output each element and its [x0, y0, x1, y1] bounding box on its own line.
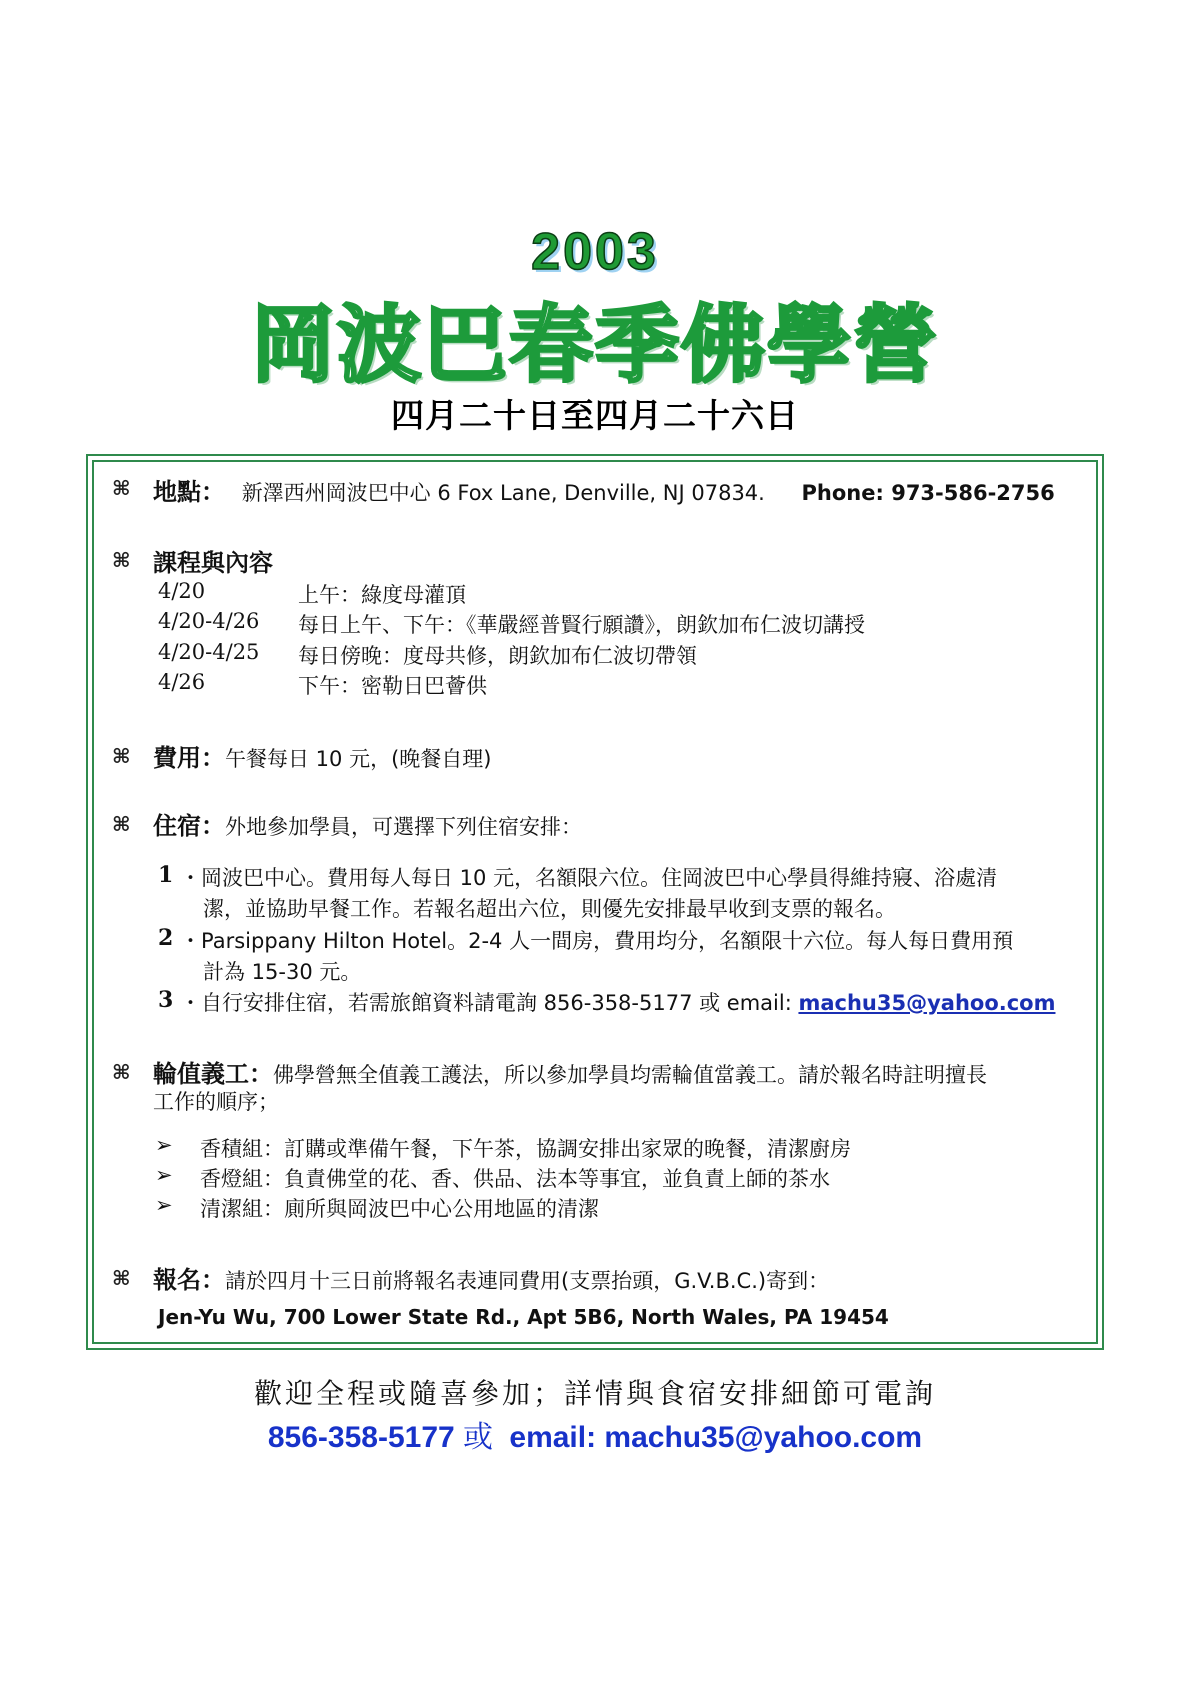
email-link[interactable]: machu35@yahoo.com [798, 991, 1056, 1015]
arrow-icon: ➢ [155, 1133, 173, 1157]
fee-section [153, 738, 491, 773]
bullet-icon: ⌘ [112, 1266, 131, 1290]
registration-label: 報名： [153, 1265, 225, 1294]
footer-welcome: 歡迎全程或隨喜參加；詳情與食宿安排細節可電詢 [253, 1377, 936, 1410]
course-desc: 上午：綠度母灌頂 [298, 583, 466, 607]
lodging-option-number: 1 [158, 862, 174, 888]
volunteer-text: 佛學營無全值義工護法，所以參加學員均需輪值當義工。請於報名時註明擅長 [273, 1063, 987, 1087]
bullet-icon: ⌘ [112, 1060, 131, 1084]
registration-address: Jen-Yu Wu, 700 Lower State Rd., Apt 5B6, North Wales, PA 19454 [158, 1305, 889, 1329]
bullet-icon: ⌘ [112, 744, 131, 768]
registration-section [153, 1260, 829, 1295]
volunteer-section [153, 1054, 987, 1089]
lodging-option-number: 2 [158, 925, 174, 951]
location-address: 新澤西州岡波巴中心 6 Fox Lane, Denville, NJ 07834. [241, 481, 765, 505]
fee-text: 午餐每日 10 元，(晚餐自理) [225, 747, 492, 771]
lodging-option-text: ・岡波巴中心。費用每人每日 10 元，名額限六位。住岡波巴中心學員得維持寢、浴處清 [180, 866, 998, 890]
bullet-icon: ⌘ [112, 812, 131, 836]
course-date: 4/20-4/26 [158, 609, 260, 633]
footer-or: 或 [463, 1420, 494, 1455]
lodging-option-text: ・自行安排住宿，若需旅館資料請電詢 856-358-5177 或 email: [180, 991, 799, 1015]
footer-email[interactable]: email: machu35@yahoo.com [509, 1421, 923, 1454]
lodging-option-text: 計為 15-30 元。 [203, 960, 362, 984]
course-date: 4/26 [158, 670, 206, 694]
location-section [153, 472, 1055, 507]
lodging-text: 外地參加學員，可選擇下列住宿安排： [225, 815, 582, 839]
volunteer-group: 清潔組：廁所與岡波巴中心公用地區的清潔 [200, 1197, 599, 1221]
volunteer-group: 香積組：訂購或準備午餐，下午茶，協調安排出家眾的晚餐，清潔廚房 [200, 1137, 851, 1161]
location-label: 地點： [153, 477, 225, 506]
lodging-section [153, 806, 582, 841]
footer-contact [0, 1412, 1190, 1456]
lodging-option-text: 潔，並協助早餐工作。若報名超出六位，則優先安排最早收到支票的報名。 [203, 897, 896, 921]
arrow-icon: ➢ [155, 1193, 173, 1217]
registration-text: 請於四月十三日前將報名表連同費用(支票抬頭，G.V.B.C.)寄到： [225, 1269, 830, 1293]
fee-label: 費用： [153, 743, 225, 772]
bullet-icon: ⌘ [112, 476, 131, 500]
lodging-option-text: ・Parsippany Hilton Hotel。2-4 人一間房，費用均分，名額限十六位。每人每日費用預 [180, 929, 1014, 953]
course-desc: 每日傍晚：度母共修，朗欽加布仁波切帶領 [298, 644, 697, 668]
lodging-option-3 [180, 987, 1055, 1017]
lodging-label: 住宿： [153, 811, 225, 840]
arrow-icon: ➢ [155, 1163, 173, 1187]
lodging-option-number: 3 [158, 987, 174, 1013]
course-date: 4/20 [158, 579, 206, 603]
volunteer-label: 輪值義工： [153, 1059, 273, 1088]
courses-label: 課程與內容 [153, 548, 273, 577]
footer-phone: 856-358-5177 [267, 1421, 455, 1454]
location-phone: Phone: 973-586-2756 [801, 481, 1055, 505]
course-desc: 每日上午、下午：《華嚴經普賢行願讚》，朗欽加布仁波切講授 [298, 613, 865, 637]
year-heading: 2003 [531, 223, 659, 281]
date-range: 四月二十日至四月二十六日 [391, 396, 799, 435]
page-title: 岡波巴春季佛學營 [250, 296, 939, 394]
bullet-icon: ⌘ [112, 548, 131, 572]
volunteer-group: 香燈組：負責佛堂的花、香、供品、法本等事宜，並負責上師的茶水 [200, 1167, 830, 1191]
course-desc: 下午：密勒日巴薈供 [298, 674, 487, 698]
course-date: 4/20-4/25 [158, 640, 260, 664]
volunteer-text-cont: 工作的順序； [153, 1090, 279, 1114]
